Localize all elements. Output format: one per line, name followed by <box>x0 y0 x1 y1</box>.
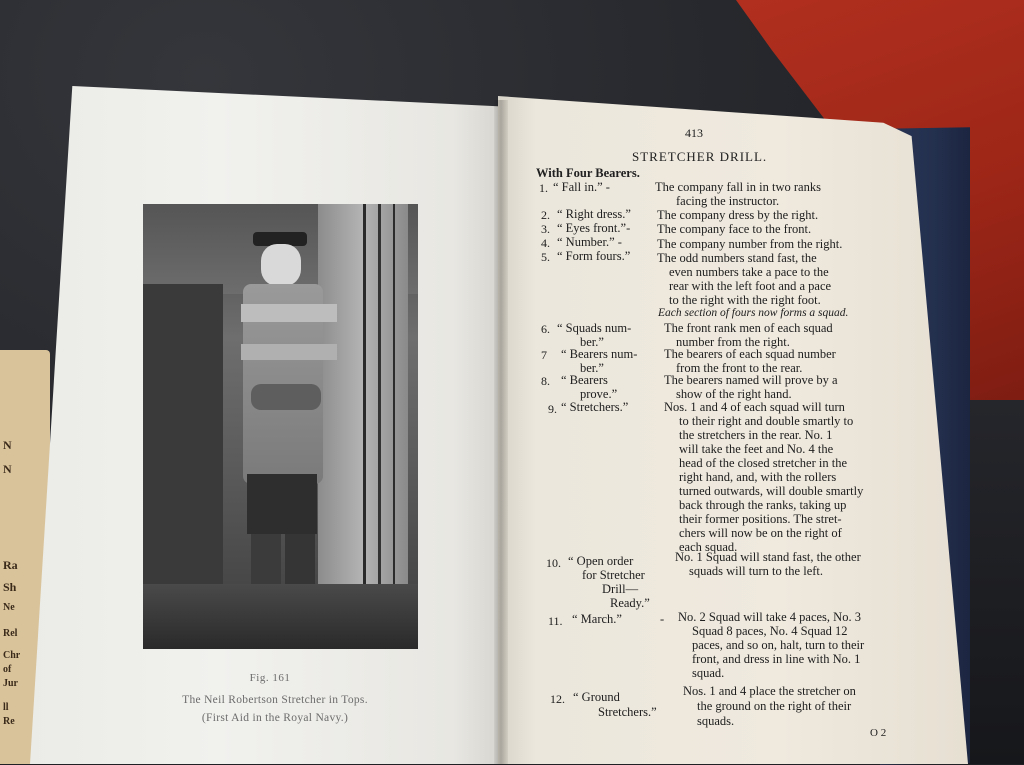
drill-command: Drill— <box>602 582 639 596</box>
drill-description: each squad. <box>679 540 738 554</box>
drill-description: back through the ranks, taking up <box>679 498 847 512</box>
drill-description: paces, and so on, halt, turn to their <box>692 638 865 652</box>
drill-command: ber.” <box>580 335 604 349</box>
under-book-text: N <box>3 438 12 452</box>
drill-description: even numbers take a pace to the <box>669 265 829 279</box>
under-book-text: Chr <box>3 650 21 661</box>
item-number: 10. <box>546 556 561 570</box>
drill-description: squads will turn to the left. <box>689 564 824 578</box>
section-subheading: With Four Bearers. <box>536 166 640 180</box>
drill-description: to the right with the right foot. <box>669 293 821 307</box>
under-book-text: Ne <box>3 602 15 613</box>
drill-description: facing the instructor. <box>676 194 780 208</box>
figure-caption-line2: (First Aid in the Royal Navy.) <box>201 712 349 724</box>
drill-description: The company fall in in two ranks <box>655 180 821 194</box>
under-book-text: Rel <box>3 628 18 639</box>
item-number: 2. <box>541 208 550 222</box>
stretcher-lower <box>247 474 317 534</box>
drill-command: “ Form fours.” <box>557 249 631 263</box>
sailor-face <box>261 244 301 286</box>
drill-description: number from the right. <box>676 335 790 349</box>
item-number: 4. <box>541 236 550 250</box>
drill-command: “ Right dress.” <box>557 207 631 221</box>
stretcher-photograph <box>143 204 418 649</box>
drill-command: Stretchers.” <box>598 705 657 719</box>
under-book-text: Sh <box>3 580 17 594</box>
drill-description: Nos. 1 and 4 of each squad will turn <box>664 400 845 414</box>
drill-description: The bearers of each squad number <box>664 347 836 361</box>
under-book-text: ll <box>3 702 9 713</box>
drill-description: The company dress by the right. <box>657 208 819 222</box>
item-number: 5. <box>541 250 550 264</box>
drill-command: Ready.” <box>610 596 650 610</box>
item-number: 3. <box>541 222 550 236</box>
drill-command: “ Bearers <box>561 373 608 387</box>
drill-description: Squad 8 paces, No. 4 Squad 12 <box>692 624 848 638</box>
page-title: STRETCHER DRILL. <box>632 149 768 164</box>
drill-description: squads. <box>697 714 735 728</box>
drill-description: front, and dress in line with No. 1 <box>692 652 861 666</box>
rope <box>363 204 366 649</box>
drill-command: “ Fall in.” - <box>553 180 610 194</box>
drill-command: “ Open order <box>568 554 634 568</box>
book-gutter <box>494 100 508 764</box>
drill-description: The front rank men of each squad <box>664 321 833 335</box>
drill-command: “ Number.” - <box>557 235 622 249</box>
drill-description: to their right and double smartly to <box>679 414 854 428</box>
under-book-text: Ra <box>3 558 18 572</box>
under-book-text: Jur <box>3 678 18 689</box>
signature-mark: O 2 <box>870 727 887 739</box>
machinery-shadow <box>143 284 223 584</box>
stretcher-strap <box>241 344 337 360</box>
drill-command: “ Ground <box>573 690 620 704</box>
drill-description: rear with the left foot and a pace <box>669 279 832 293</box>
drill-description: Nos. 1 and 4 place the stretcher on <box>683 684 856 698</box>
item-number: 1. <box>539 181 548 195</box>
item-number: 9. <box>548 402 557 416</box>
folded-hands <box>251 384 321 410</box>
figure-caption-line1: The Neil Robertson Stretcher in Tops. <box>182 694 368 706</box>
stretcher-strap <box>241 304 337 322</box>
photo-floor <box>143 584 418 649</box>
item-number: 12. <box>550 692 565 706</box>
drill-description: the stretchers in the rear. No. 1 <box>679 428 833 442</box>
drill-description: show of the right hand. <box>676 387 792 401</box>
drill-description: turned outwards, will double smartly <box>679 484 864 498</box>
item-number: 7 <box>541 348 547 362</box>
drill-command: “ March.” <box>572 612 622 626</box>
item-number: 11. <box>548 614 563 628</box>
page-number: 413 <box>685 126 703 140</box>
item-number: 8. <box>541 374 550 388</box>
item-number: 6. <box>541 322 550 336</box>
drill-description: The company number from the right. <box>657 237 843 251</box>
drill-command: “ Bearers num- <box>561 347 638 361</box>
drill-description: from the front to the rear. <box>676 361 803 375</box>
drill-description: The odd numbers stand fast, the <box>657 251 817 265</box>
drill-command: “ Eyes front.”- <box>557 221 631 235</box>
under-book-text: N <box>3 462 12 476</box>
drill-note: Each section of fours now forms a squad. <box>658 307 849 319</box>
drill-description: chers will now be on the right of <box>679 526 842 540</box>
drill-command: for Stretcher <box>582 568 645 582</box>
drill-command: ber.” <box>580 361 604 375</box>
figure-number: Fig. 161 <box>249 672 291 684</box>
drill-command: prove.” <box>580 387 618 401</box>
drill-command: “ Squads num- <box>557 321 632 335</box>
drill-description: The company face to the front. <box>657 222 812 236</box>
drill-dash: - <box>660 612 665 626</box>
drill-description: No. 1 Squad will stand fast, the other <box>675 550 861 564</box>
drill-description: the ground on the right of their <box>697 699 852 713</box>
under-book-text: Re <box>3 716 15 727</box>
rope <box>393 204 395 649</box>
drill-description: head of the closed stretcher in the <box>679 456 847 470</box>
drill-command: “ Stretchers.” <box>561 400 629 414</box>
under-book-text: of <box>3 664 12 675</box>
drill-description: will take the feet and No. 4 the <box>679 442 834 456</box>
drill-description: squad. <box>692 666 725 680</box>
drill-description: The bearers named will prove by a <box>664 373 838 387</box>
drill-description: right hand, and, with the rollers <box>679 470 837 484</box>
rope <box>378 204 381 649</box>
drill-description: No. 2 Squad will take 4 paces, No. 3 <box>678 610 861 624</box>
drill-description: their former positions. The stret- <box>679 512 842 526</box>
